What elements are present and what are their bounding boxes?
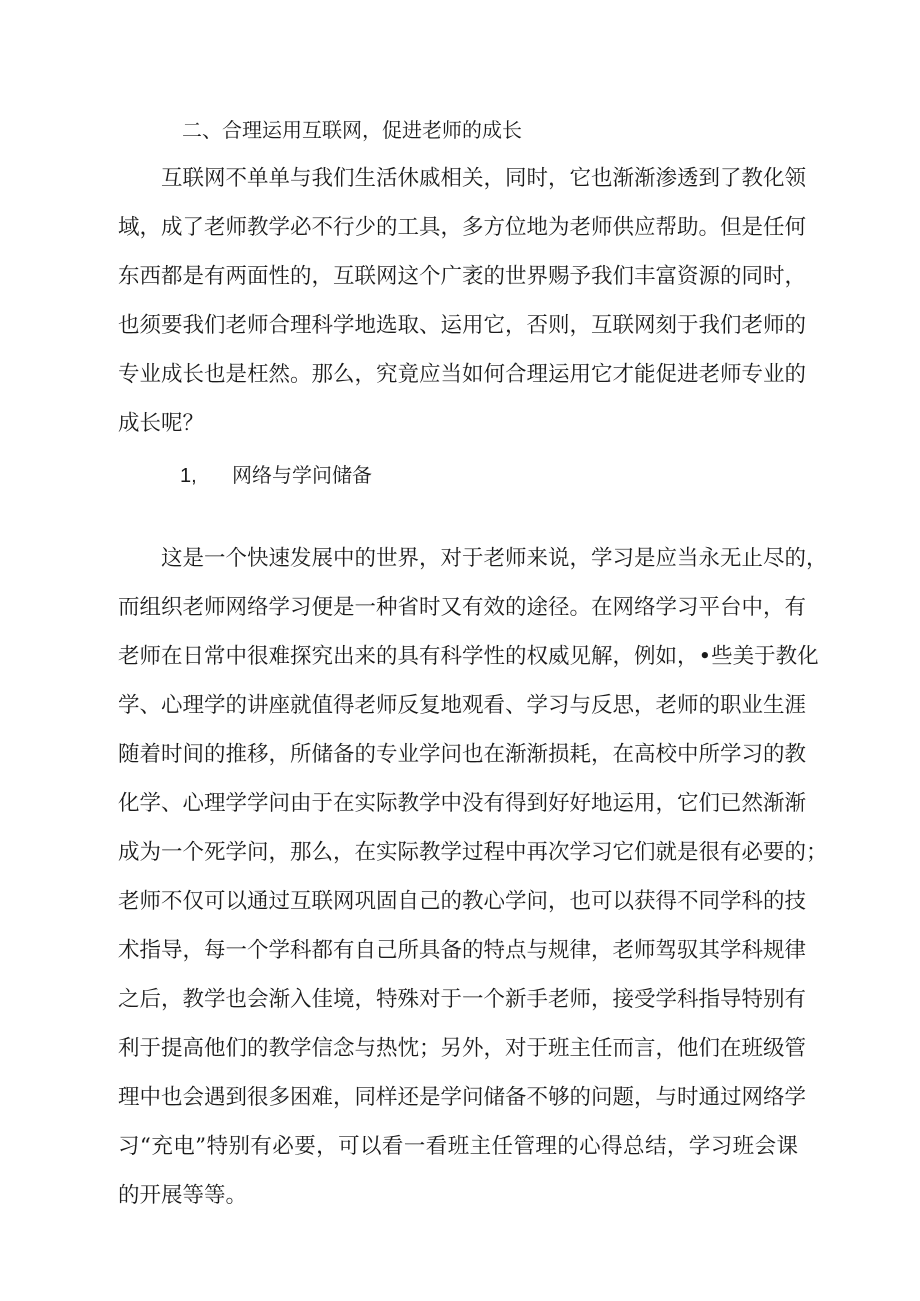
subsection-title: 网络与学问储备 (232, 463, 372, 487)
paragraph-line: 也须要我们老师合理科学地选取、运用它，否则，互联网刻于我们老师的 (118, 313, 807, 338)
paragraph-line: 成为一个死学问，那么，在实际教学过程中再次学习它们就是很有必要的； (118, 840, 828, 865)
paragraph-line: 理中也会遇到很多困难，同样还是学问储备不够的问题，与时通过网络学 (118, 1085, 807, 1110)
paragraph-line: 习“充电”特别有必要，可以看一看班主任管理的心得总结，学习班会课 (118, 1134, 798, 1159)
paragraph-line: 老师不仅可以通过互联网巩固自己的教心学问，也可以获得不同学科的技 (118, 889, 807, 914)
subsection-number: 1, (180, 465, 197, 487)
section-heading: 二、合理运用互联网，促进老师的成长 (182, 118, 522, 142)
paragraph-line: 的开展等等。 (118, 1183, 248, 1208)
paragraph-line: 互联网不单单与我们生活休戚相关，同时，它也渐渐渗透到了教化领 (161, 166, 807, 191)
paragraph-line: 学、心理学的讲座就值得老师反复地观看、学习与反思，老师的职业生涯 (118, 693, 807, 718)
paragraph-line: 专业成长也是枉然。那么，究竟应当如何合理运用它才能促进老师专业的 (118, 362, 807, 387)
paragraph-line: 这是一个快速发展中的世界，对于老师来说，学习是应当永无止尽的， (161, 546, 828, 571)
paragraph-line: 之后，教学也会渐入佳境，特殊对于一个新手老师，接受学科指导特别有 (118, 987, 807, 1012)
paragraph-line: 老师在日常中很难探究出来的具有科学性的权威见解，例如，•些美于教化 (118, 644, 819, 669)
paragraph-line: 成长呢？ (118, 411, 205, 436)
body-paragraph (118, 534, 828, 1220)
paragraph-line: 随着时间的推移，所储备的专业学问也在渐渐损耗，在高校中所学习的教 (118, 742, 807, 767)
paragraph-line: 术指导，每一个学科都有自己所具备的特点与规律，老师驾驭其学科规律 (118, 938, 807, 963)
subsection-heading (180, 462, 372, 489)
paragraph-line: 化学、心理学学问由于在实际教学中没有得到好好地运用，它们已然渐渐 (118, 791, 807, 816)
paragraph-line: 域，成了老师教学必不行少的工具，多方位地为老师供应帮助。但是任何 (118, 215, 807, 240)
paragraph-line: 而组织老师网络学习便是一种省时又有效的途径。在网络学习平台中，有 (118, 595, 807, 620)
paragraph-line: 利于提高他们的教学信念与热忱；另外，对于班主任而言，他们在班级管 (118, 1036, 807, 1061)
paragraph-line: 东西都是有两面性的，互联网这个广袤的世界赐予我们丰富资源的同时， (118, 264, 807, 289)
intro-paragraph (118, 154, 807, 448)
